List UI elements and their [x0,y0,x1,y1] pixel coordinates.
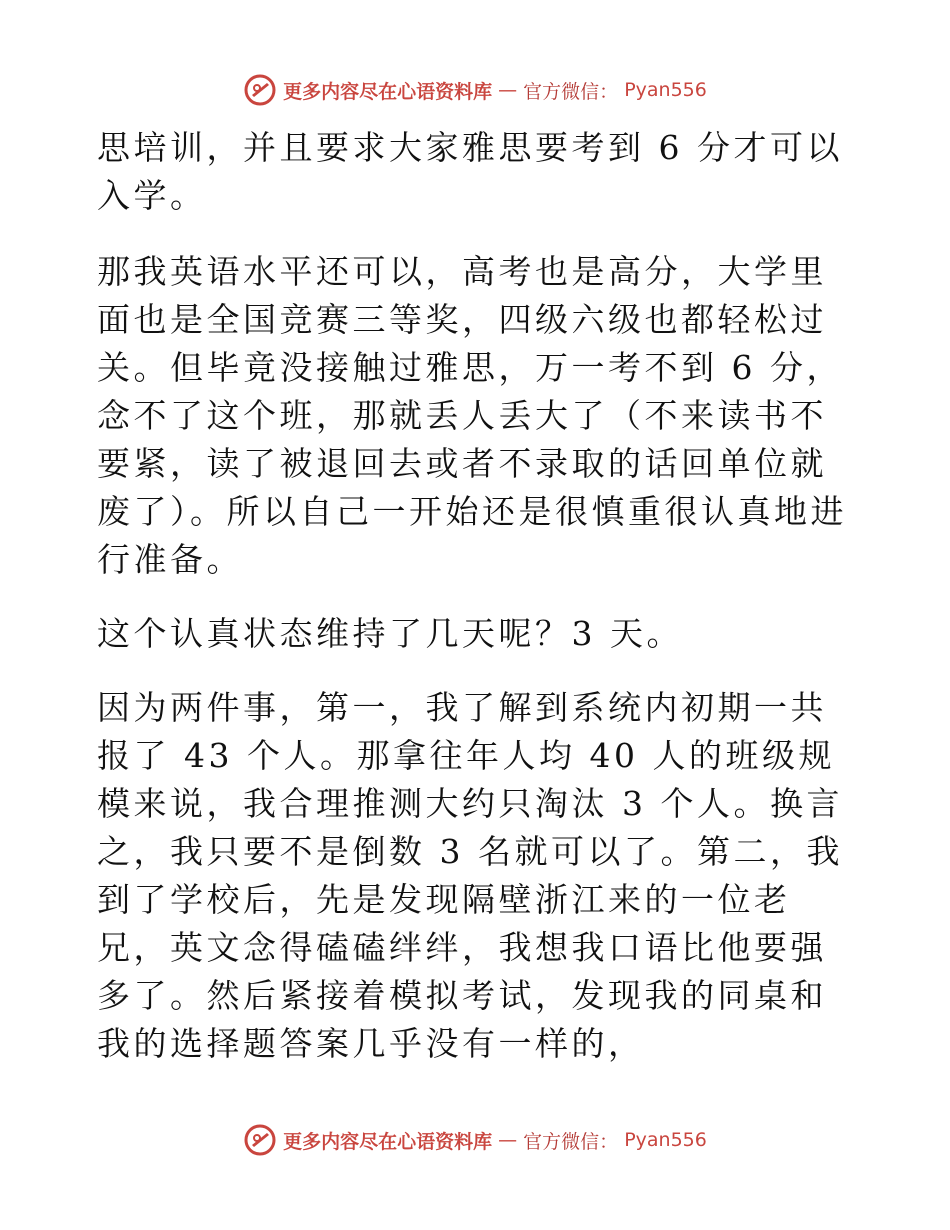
brand-logo-icon [243,1123,277,1157]
watermark-main-text: 更多内容尽在心语资料库 [283,1130,493,1153]
watermark-wechat-id: Pyan556 [624,79,707,101]
footer-watermark [0,1120,950,1160]
paragraph: 思培训，并且要求大家雅思要考到 6 分才可以入学。 [97,128,843,215]
watermark-sub-text: 官方微信： [523,80,619,103]
paragraph: 这个认真状态维持了几天呢？3 天。 [97,614,683,653]
watermark-separator: — [498,1129,518,1151]
brand-logo-icon [243,73,277,107]
watermark-main-text: 更多内容尽在心语资料库 [283,80,493,103]
paragraph: 因为两件事，第一，我了解到系统内初期一共报了 43 个人。那拿往年人均 40 人的班级规模来说，我合理推测大约只淘汰 3 个人。换言之，我只要不是倒数 3 名就可以了。第二，我到了学校后，先是发现隔壁浙江来的一位老兄，英文念得磕磕绊绊，我想我口语比他要强多了。然后紧接着模拟考试，发现我的同桌和我的选择题答案几乎没有一样的， [97,688,843,1063]
watermark-wechat-id: Pyan556 [624,1129,707,1151]
watermark-sub-text: 官方微信： [523,1130,619,1153]
paragraph: 那我英语水平还可以，高考也是高分，大学里面也是全国竞赛三等奖，四级六级也都轻松过关。但毕竟没接触过雅思，万一考不到 6 分，念不了这个班，那就丢人丢大了（不来读书不要紧，读了被退回去或者不录取的话回单位就废了）。所以自己一开始还是很慎重很认真地进行准备。 [97,252,847,579]
watermark-separator: — [498,79,518,101]
document-body [97,124,857,1068]
header-watermark [0,70,950,110]
